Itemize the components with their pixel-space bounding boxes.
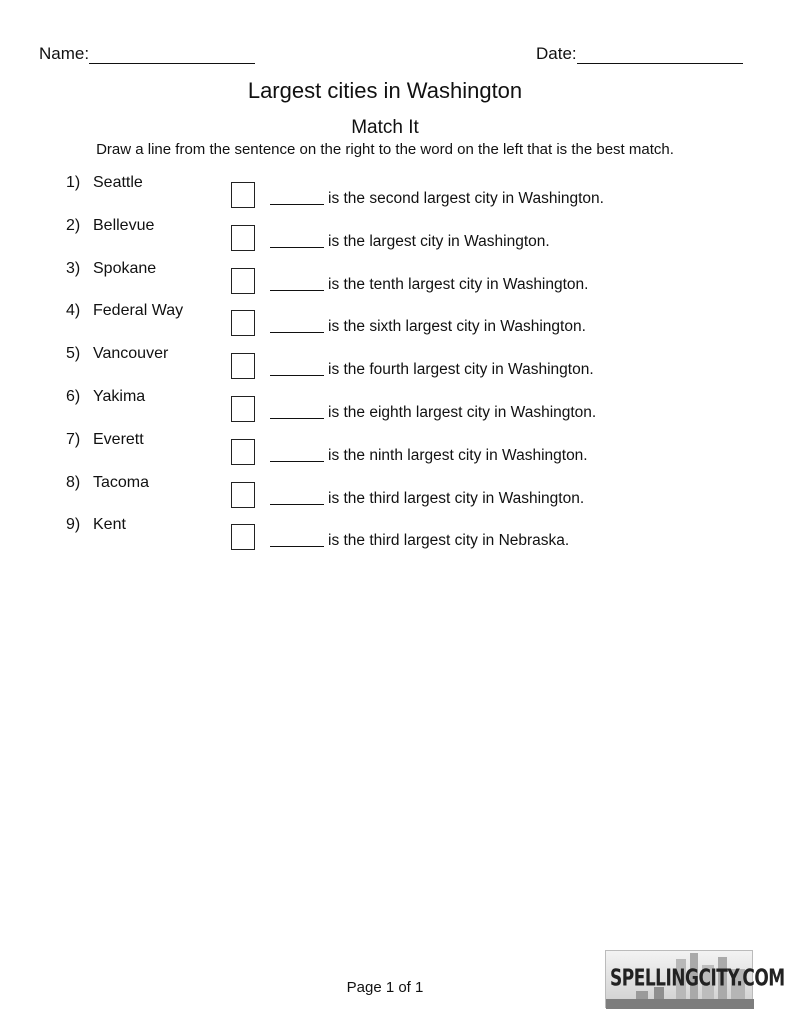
sentence-text: is the sixth largest city in Washington. [328, 318, 586, 336]
word-text: Yakima [93, 387, 146, 405]
answer-blank-line [270, 418, 324, 419]
answer-box[interactable] [231, 396, 255, 422]
date-label: Date: [536, 44, 577, 63]
word-text: Bellevue [93, 216, 155, 234]
word-item [66, 174, 183, 217]
date-blank-line [577, 45, 743, 64]
word-text: Kent [93, 516, 126, 534]
word-item [66, 260, 183, 303]
sentence-text: is the second largest city in Washington. [328, 190, 604, 207]
word-item [66, 217, 183, 260]
name-field [39, 44, 255, 64]
word-item [66, 431, 183, 474]
sentence-text: is the tenth largest city in Washington. [328, 275, 589, 293]
word-number: 6) [66, 387, 81, 405]
date-field [536, 44, 743, 64]
word-item [66, 302, 183, 345]
word-text: Vancouver [93, 345, 169, 363]
word-number: 9) [66, 516, 81, 534]
sentence-text: is the third largest city in Nebraska. [328, 532, 570, 550]
word-number: 2) [66, 216, 81, 234]
sentence-text: is the third largest city in Washington. [328, 489, 585, 507]
word-number: 8) [66, 473, 81, 491]
word-text: Seattle [93, 174, 143, 191]
word-item [66, 388, 183, 431]
answer-blank-line [270, 204, 324, 205]
sentence-text: is the eighth largest city in Washington. [328, 403, 597, 421]
answer-box[interactable] [231, 353, 255, 379]
word-list [66, 174, 183, 559]
word-text: Spokane [93, 259, 157, 277]
word-item [66, 516, 183, 559]
word-text: Tacoma [93, 473, 150, 491]
word-number: 1) [66, 174, 81, 191]
answer-box[interactable] [231, 310, 255, 336]
answer-box[interactable] [231, 182, 255, 208]
word-number: 5) [66, 345, 81, 363]
spellingcity-logo [605, 950, 785, 1008]
answer-box[interactable] [231, 439, 255, 465]
answer-blank-line [270, 247, 324, 248]
name-label: Name: [39, 44, 90, 63]
sentence-text: is the fourth largest city in Washington. [328, 361, 594, 379]
page-number: Page 1 of 1 [346, 979, 424, 996]
word-text: Federal Way [93, 302, 184, 320]
word-number: 7) [66, 430, 81, 448]
logo-text: SPELLINGCITY.COM [610, 965, 785, 992]
sentence-text: is the ninth largest city in Washington. [328, 446, 588, 464]
sentence-text: is the largest city in Washington. [328, 232, 550, 250]
instructions: Draw a line from the sentence on the right to the word on the left that is the best match. [96, 141, 674, 158]
answer-blank-line [270, 461, 324, 462]
word-text: Everett [93, 430, 144, 448]
answer-blank-line [270, 375, 324, 376]
worksheet-title: Largest cities in Washington [247, 78, 523, 103]
word-number: 3) [66, 259, 81, 277]
worksheet-subtitle: Match It [351, 117, 419, 138]
header-row [39, 44, 746, 68]
answer-box[interactable] [231, 524, 255, 550]
answer-blank-line [270, 332, 324, 333]
answer-box[interactable] [231, 268, 255, 294]
answer-blank-line [270, 546, 324, 547]
word-item [66, 345, 183, 388]
answer-box[interactable] [231, 225, 255, 251]
answer-blank-line [270, 290, 324, 291]
name-blank-line [89, 45, 255, 64]
word-item [66, 474, 183, 517]
answer-blank-line [270, 504, 324, 505]
answer-box[interactable] [231, 482, 255, 508]
word-number: 4) [66, 302, 81, 320]
